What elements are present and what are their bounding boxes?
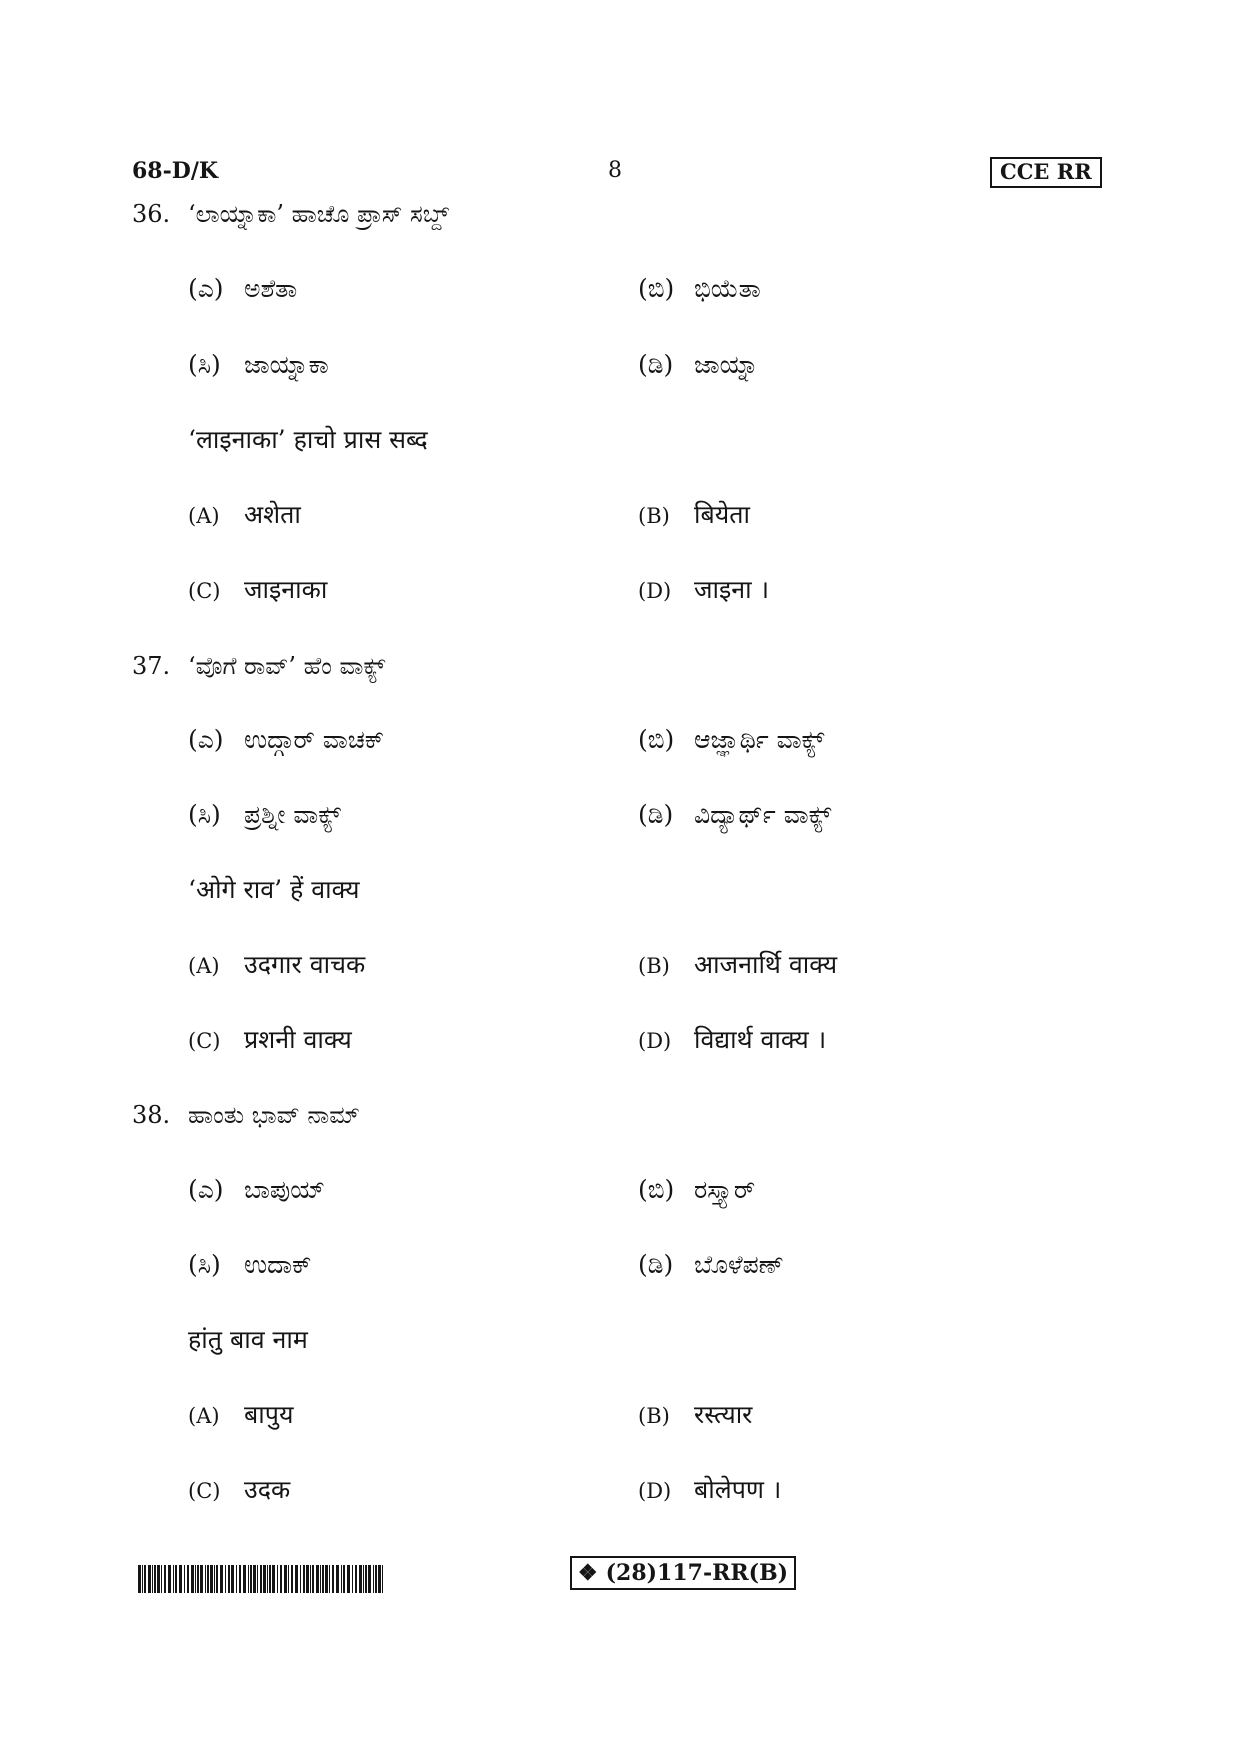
question-37-kannada	[132, 650, 385, 682]
question-38-devanagari: हांतु बाव नाम	[188, 1325, 308, 1354]
option-a-kannada: (ಎ) ಉದ್ಗಾರ್ ವಾಚಕ್	[188, 725, 385, 754]
question-stem: ‘ಲಾಯ್ನಾಕಾ’ ಹಾಚೊ ಪ್ರಾಸ್ ಸಬ್ದ್	[188, 200, 450, 228]
option-c-devanagari: (C) उदक	[188, 1475, 291, 1504]
question-number: 37.	[132, 652, 171, 680]
option-d-devanagari: (D) जाइना ।	[638, 575, 770, 604]
option-a-kannada: (ಎ) ಬಾಪುಯ್	[188, 1175, 326, 1204]
question-38-kannada	[132, 1099, 360, 1131]
footer-code-box	[570, 1556, 796, 1590]
page-number: 8	[608, 158, 622, 183]
question-number: 38.	[132, 1101, 171, 1129]
option-a-kannada: (ಎ) ಅಶೆತಾ	[188, 274, 298, 303]
option-d-devanagari: (D) बोलेपण ।	[638, 1475, 782, 1504]
option-b-devanagari: (B) रस्त्यार	[638, 1400, 753, 1429]
diamond-icon: ❖	[577, 1560, 598, 1586]
option-a-devanagari: (A) अशेता	[188, 500, 301, 529]
option-c-devanagari: (C) प्रशनी वाक्य	[188, 1025, 352, 1054]
option-b-kannada: (ಬಿ) ರಸ್ತ್ಯಾರ್	[638, 1175, 756, 1204]
option-d-kannada: (ಡಿ) ಬೊಳೆಪಣ್	[638, 1250, 784, 1279]
question-37-devanagari: ‘ओगे राव’ हें वाक्य	[188, 875, 360, 904]
option-b-kannada: (ಬಿ) ಭಿಯೆತಾ	[638, 274, 761, 303]
option-a-devanagari: (A) बापुय	[188, 1400, 294, 1429]
option-c-devanagari: (C) जाइनाका	[188, 575, 328, 604]
option-c-kannada: (ಸಿ) ಉದಾಕ್	[188, 1250, 312, 1279]
option-d-devanagari: (D) विद्यार्थ वाक्य ।	[638, 1025, 827, 1054]
option-d-kannada: (ಡಿ) ಜಾಯ್ನಾ	[638, 350, 759, 379]
option-a-devanagari: (A) उदगार वाचक	[188, 950, 366, 979]
option-b-devanagari: (B) आजनार्थि वाक्य	[638, 950, 838, 979]
option-c-kannada: (ಸಿ) ಪ್ರಶ್ನೀ ವಾಕ್ಯ್	[188, 800, 342, 829]
option-c-kannada: (ಸಿ) ಜಾಯ್ನಾಕಾ	[188, 350, 329, 379]
paper-code: 68-D/K	[132, 158, 218, 184]
question-stem: ‘ವೊಗೆ ರಾವ್’ ಹೆಂ ವಾಕ್ಯ್	[188, 652, 386, 680]
option-b-devanagari: (B) बियेता	[638, 500, 750, 529]
option-b-kannada: (ಬಿ) ಆಜ್ಞಾರ್ಥಿ ವಾಕ್ಯ್	[638, 725, 825, 754]
barcode	[138, 1565, 384, 1593]
question-36-kannada	[132, 198, 449, 230]
footer-code: (28)117-RR(B)	[605, 1560, 789, 1586]
question-number: 36.	[132, 200, 171, 228]
option-d-kannada: (ಡಿ) ವಿದ್ಯಾರ್ಥ್ ವಾಕ್ಯ್	[638, 800, 832, 829]
question-stem: ಹಾಂತು ಭಾವ್ ನಾಮ್	[188, 1101, 360, 1129]
question-36-devanagari: ‘लाइनाका’ हाचो प्रास सब्द	[188, 425, 428, 454]
cce-badge: CCE RR	[990, 157, 1102, 188]
